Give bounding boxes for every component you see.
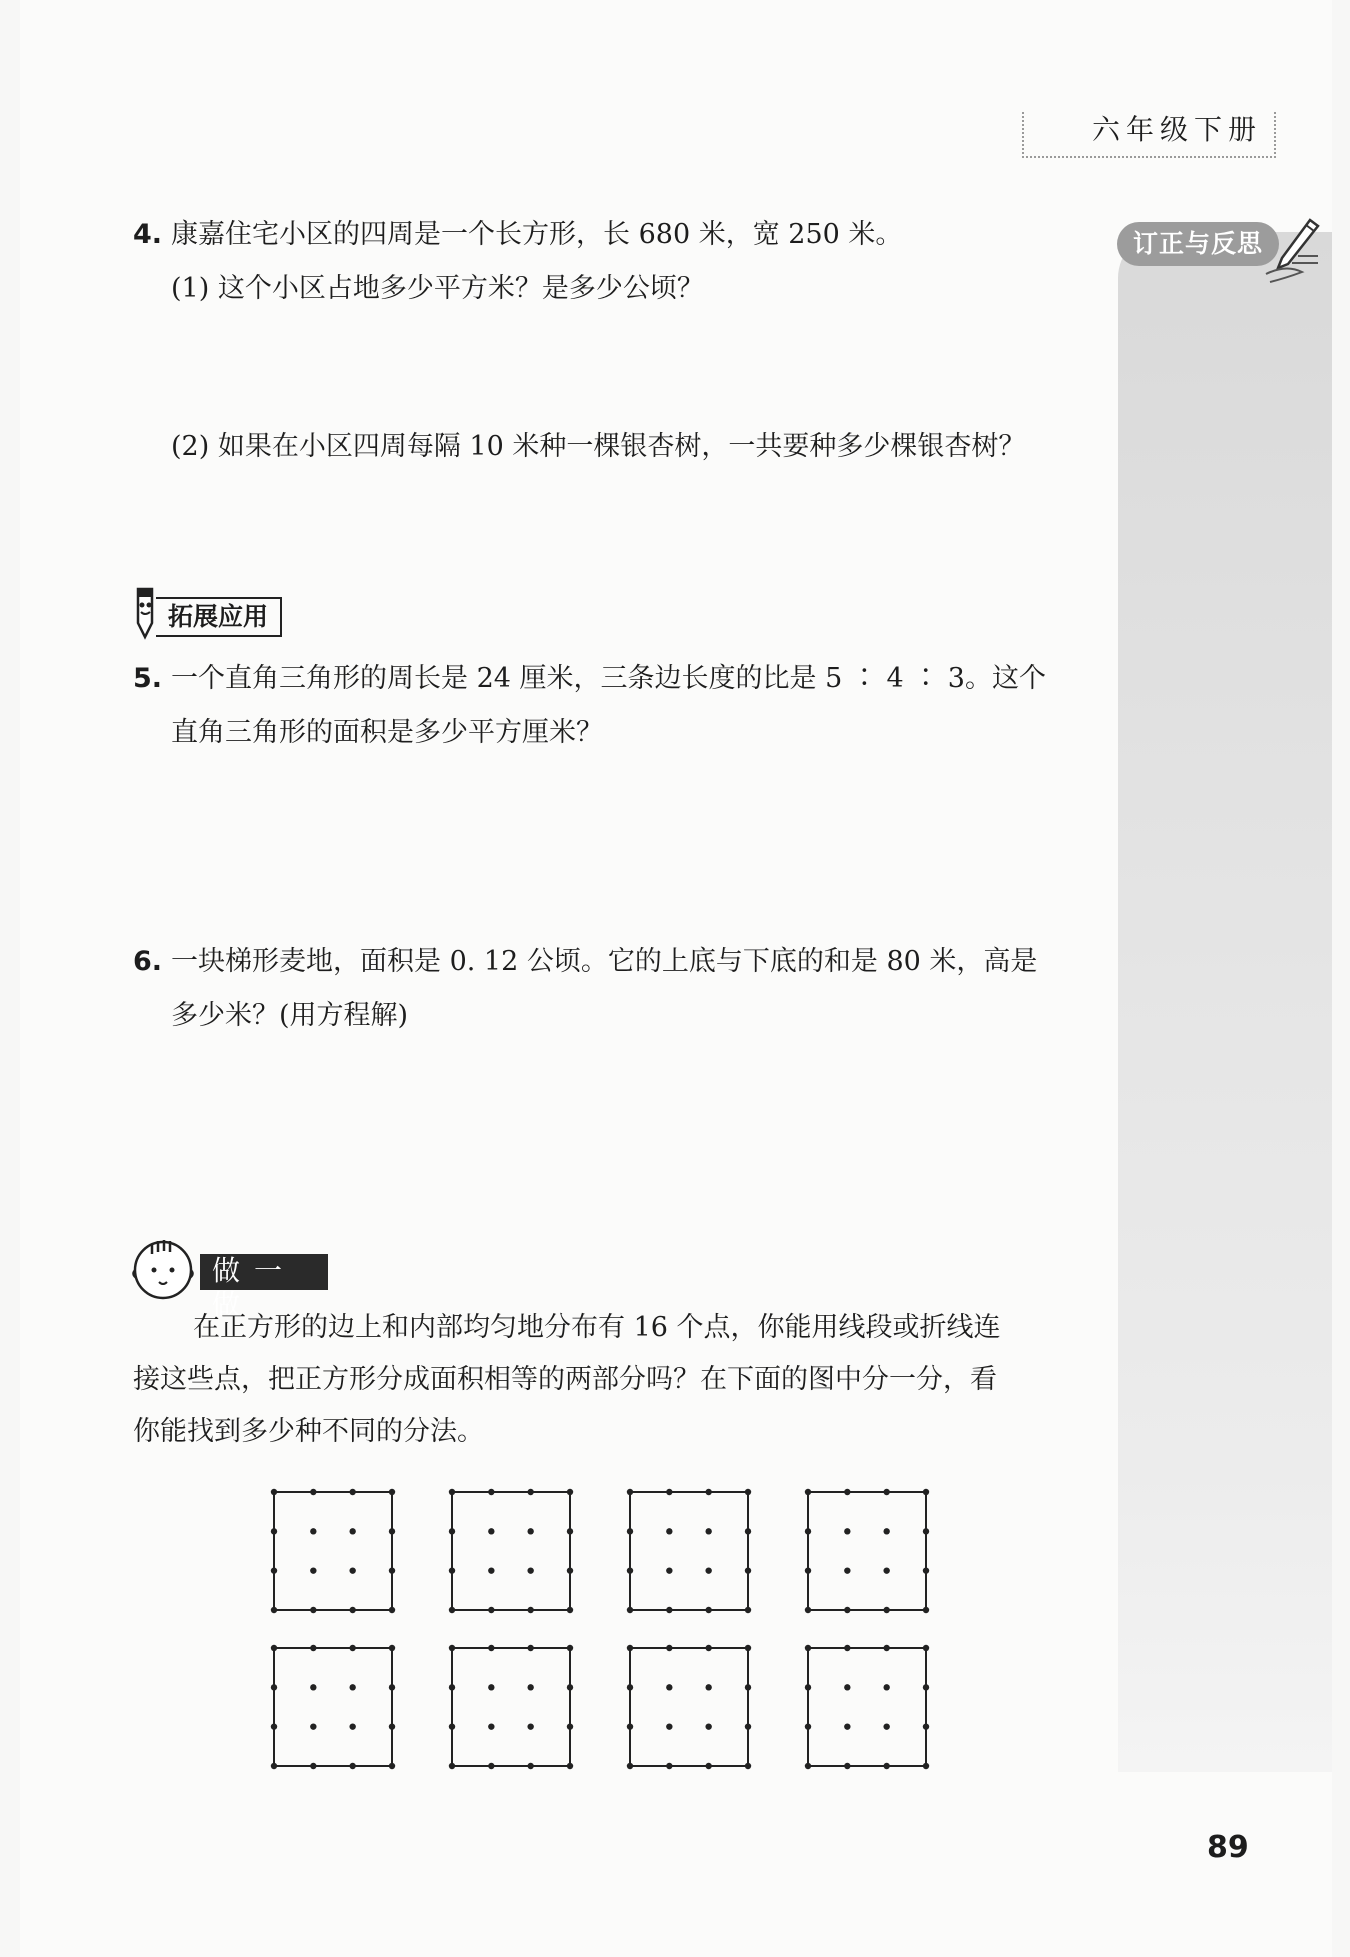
grid-dot <box>627 1645 633 1651</box>
grid-dot <box>389 1763 395 1769</box>
grid-dot <box>705 1763 711 1769</box>
grid-dot <box>567 1763 573 1769</box>
grid-dot <box>488 1528 494 1534</box>
activity-instructions <box>133 1302 1073 1458</box>
grid-dot <box>567 1528 573 1534</box>
question-4-text: 康嘉住宅小区的四周是一个长方形，长 680 米，宽 250 米。 <box>171 219 903 250</box>
grid-dot <box>527 1763 533 1769</box>
grid-dot <box>745 1607 751 1613</box>
dot-grid-square[interactable] <box>448 1488 574 1614</box>
grid-dot <box>923 1645 929 1651</box>
grid-dot <box>271 1528 277 1534</box>
grid-dot <box>805 1528 811 1534</box>
grid-dot <box>527 1528 533 1534</box>
grid-dot <box>449 1723 455 1729</box>
grid-dot <box>271 1489 277 1495</box>
grid-dot <box>310 1489 316 1495</box>
dot-grid-square[interactable] <box>270 1488 396 1614</box>
grid-dot <box>567 1723 573 1729</box>
grid-dot <box>705 1528 711 1534</box>
grid-dot <box>389 1645 395 1651</box>
grid-dot <box>745 1763 751 1769</box>
grid-dot <box>527 1607 533 1613</box>
grid-dot <box>745 1645 751 1651</box>
grid-dot <box>449 1645 455 1651</box>
dot-grid-square[interactable] <box>804 1488 930 1614</box>
grid-dot <box>844 1684 850 1690</box>
question-6-number: 6. <box>133 946 163 977</box>
grid-dot <box>705 1723 711 1729</box>
activity-line-1: 在正方形的边上和内部均匀地分布有 16 个点，你能用线段或折线连 <box>193 1312 1001 1343</box>
grid-dot <box>627 1607 633 1613</box>
grid-dot <box>488 1763 494 1769</box>
grid-dot <box>883 1684 889 1690</box>
grid-dot <box>883 1763 889 1769</box>
grid-dot <box>666 1645 672 1651</box>
grid-dot <box>883 1489 889 1495</box>
grid-dot <box>923 1607 929 1613</box>
grid-dot <box>310 1567 316 1573</box>
grid-dot <box>844 1528 850 1534</box>
grid-dot <box>923 1763 929 1769</box>
question-4-part-2: (2) 如果在小区四周每隔 10 米种一棵银杏树，一共要种多少棵银杏树？ <box>171 431 1026 462</box>
grid-dot <box>844 1567 850 1573</box>
grid-dot <box>310 1528 316 1534</box>
correction-side-panel <box>1118 232 1332 1772</box>
grid-dot <box>567 1607 573 1613</box>
grid-dot <box>745 1528 751 1534</box>
grid-dot <box>745 1723 751 1729</box>
activity-heading <box>128 1232 368 1321</box>
grid-dot <box>449 1763 455 1769</box>
grid-dot <box>883 1528 889 1534</box>
grid-dot <box>805 1645 811 1651</box>
grid-dot <box>923 1528 929 1534</box>
question-6-line-2: 多少米？(用方程解) <box>171 1000 409 1031</box>
dot-grid-square[interactable] <box>448 1644 574 1770</box>
grid-dot <box>271 1763 277 1769</box>
activity-line-2: 接这些点，把正方形分成面积相等的两部分吗？在下面的图中分一分，看 <box>133 1364 997 1395</box>
dot-grid-square[interactable] <box>626 1644 752 1770</box>
dot-grid-square[interactable] <box>270 1644 396 1770</box>
grid-dot <box>883 1723 889 1729</box>
grid-dot <box>389 1489 395 1495</box>
grid-dot <box>705 1607 711 1613</box>
grid-dot <box>310 1723 316 1729</box>
grid-dot <box>883 1567 889 1573</box>
grid-dot <box>449 1489 455 1495</box>
grid-dot <box>310 1763 316 1769</box>
grid-dot <box>567 1684 573 1690</box>
grid-dot <box>705 1645 711 1651</box>
pencil-icon <box>1262 216 1322 286</box>
grid-dot <box>805 1567 811 1573</box>
grid-dot <box>488 1723 494 1729</box>
grid-dot <box>627 1723 633 1729</box>
grade-label: 六年级下册 <box>1084 108 1270 148</box>
grid-dot <box>449 1607 455 1613</box>
correction-reflection-tag: 订正与反思 <box>1117 222 1279 266</box>
grid-dot <box>666 1528 672 1534</box>
grid-dot <box>449 1528 455 1534</box>
grid-dot <box>389 1684 395 1690</box>
grid-dot <box>805 1607 811 1613</box>
grid-dot <box>705 1567 711 1573</box>
smiling-face-icon <box>128 1232 198 1302</box>
grid-dot <box>923 1684 929 1690</box>
grid-dot <box>745 1567 751 1573</box>
grid-dot <box>488 1567 494 1573</box>
grid-dot <box>310 1607 316 1613</box>
question-6 <box>133 935 1037 1043</box>
grid-dot <box>627 1567 633 1573</box>
grid-dot <box>271 1567 277 1573</box>
grid-dot <box>271 1607 277 1613</box>
question-5-number: 5. <box>133 663 163 694</box>
grid-dot <box>488 1489 494 1495</box>
grid-dot <box>389 1607 395 1613</box>
grid-dot <box>527 1645 533 1651</box>
grid-dot <box>666 1489 672 1495</box>
grid-dot <box>627 1763 633 1769</box>
grid-dot <box>844 1723 850 1729</box>
grid-dot <box>923 1567 929 1573</box>
grid-dot <box>923 1723 929 1729</box>
grid-dot <box>666 1567 672 1573</box>
dot-grid-square[interactable] <box>804 1644 930 1770</box>
grid-dot <box>627 1684 633 1690</box>
question-5-line-1: 一个直角三角形的周长是 24 厘米，三条边长度的比是 5 ∶ 4 ∶ 3。这个 <box>171 663 1046 694</box>
grid-dot <box>271 1684 277 1690</box>
grid-dot <box>349 1684 355 1690</box>
question-4-number: 4. <box>133 219 163 250</box>
grid-dot <box>271 1723 277 1729</box>
grid-dot <box>745 1489 751 1495</box>
grid-dot <box>349 1528 355 1534</box>
grid-dot <box>805 1763 811 1769</box>
grid-dot <box>527 1723 533 1729</box>
activity-line-3: 你能找到多少种不同的分法。 <box>133 1416 484 1447</box>
grid-dot <box>567 1489 573 1495</box>
grid-dot <box>745 1684 751 1690</box>
grid-dot <box>844 1607 850 1613</box>
question-4 <box>133 208 902 316</box>
grid-dot <box>310 1645 316 1651</box>
grid-dot <box>844 1489 850 1495</box>
grid-dot <box>488 1645 494 1651</box>
section-title: 拓展应用 <box>156 597 282 637</box>
grid-dot <box>527 1489 533 1495</box>
grid-dot <box>805 1723 811 1729</box>
question-5 <box>133 652 1046 760</box>
grid-dot <box>666 1607 672 1613</box>
grid-dot <box>349 1607 355 1613</box>
grid-dot <box>627 1489 633 1495</box>
grid-dot <box>488 1684 494 1690</box>
grid-dot <box>389 1567 395 1573</box>
grid-dot <box>349 1723 355 1729</box>
grid-dot <box>923 1489 929 1495</box>
grid-dot <box>627 1528 633 1534</box>
grid-dot <box>666 1684 672 1690</box>
grid-dot <box>567 1567 573 1573</box>
grid-dot <box>349 1567 355 1573</box>
grid-dot <box>449 1684 455 1690</box>
grid-dot <box>883 1645 889 1651</box>
grid-dot <box>389 1528 395 1534</box>
grid-dot <box>705 1684 711 1690</box>
grid-dot <box>666 1723 672 1729</box>
grid-dot <box>488 1607 494 1613</box>
grid-dot <box>310 1684 316 1690</box>
dot-grid-square[interactable] <box>626 1488 752 1614</box>
grid-dot <box>527 1684 533 1690</box>
page-number: 89 <box>1207 1830 1249 1865</box>
grid-dot <box>705 1489 711 1495</box>
grid-dot <box>883 1607 889 1613</box>
grid-dot <box>805 1684 811 1690</box>
grid-dot <box>844 1645 850 1651</box>
grid-dot <box>389 1723 395 1729</box>
grid-dot <box>527 1567 533 1573</box>
grid-dot <box>271 1645 277 1651</box>
activity-title: 做一做 <box>200 1254 328 1290</box>
grid-dot <box>666 1763 672 1769</box>
grid-dot <box>449 1567 455 1573</box>
grid-dot <box>805 1489 811 1495</box>
question-6-line-1: 一块梯形麦地，面积是 0. 12 公顷。它的上底与下底的和是 80 米，高是 <box>171 946 1038 977</box>
grid-dot <box>349 1489 355 1495</box>
question-4-part-1: (1) 这个小区占地多少平方米？是多少公顷？ <box>171 273 704 304</box>
question-5-line-2: 直角三角形的面积是多少平方厘米？ <box>171 717 603 748</box>
grid-dot <box>844 1763 850 1769</box>
grid-dot <box>349 1763 355 1769</box>
grid-dot <box>567 1645 573 1651</box>
grid-dot <box>349 1645 355 1651</box>
